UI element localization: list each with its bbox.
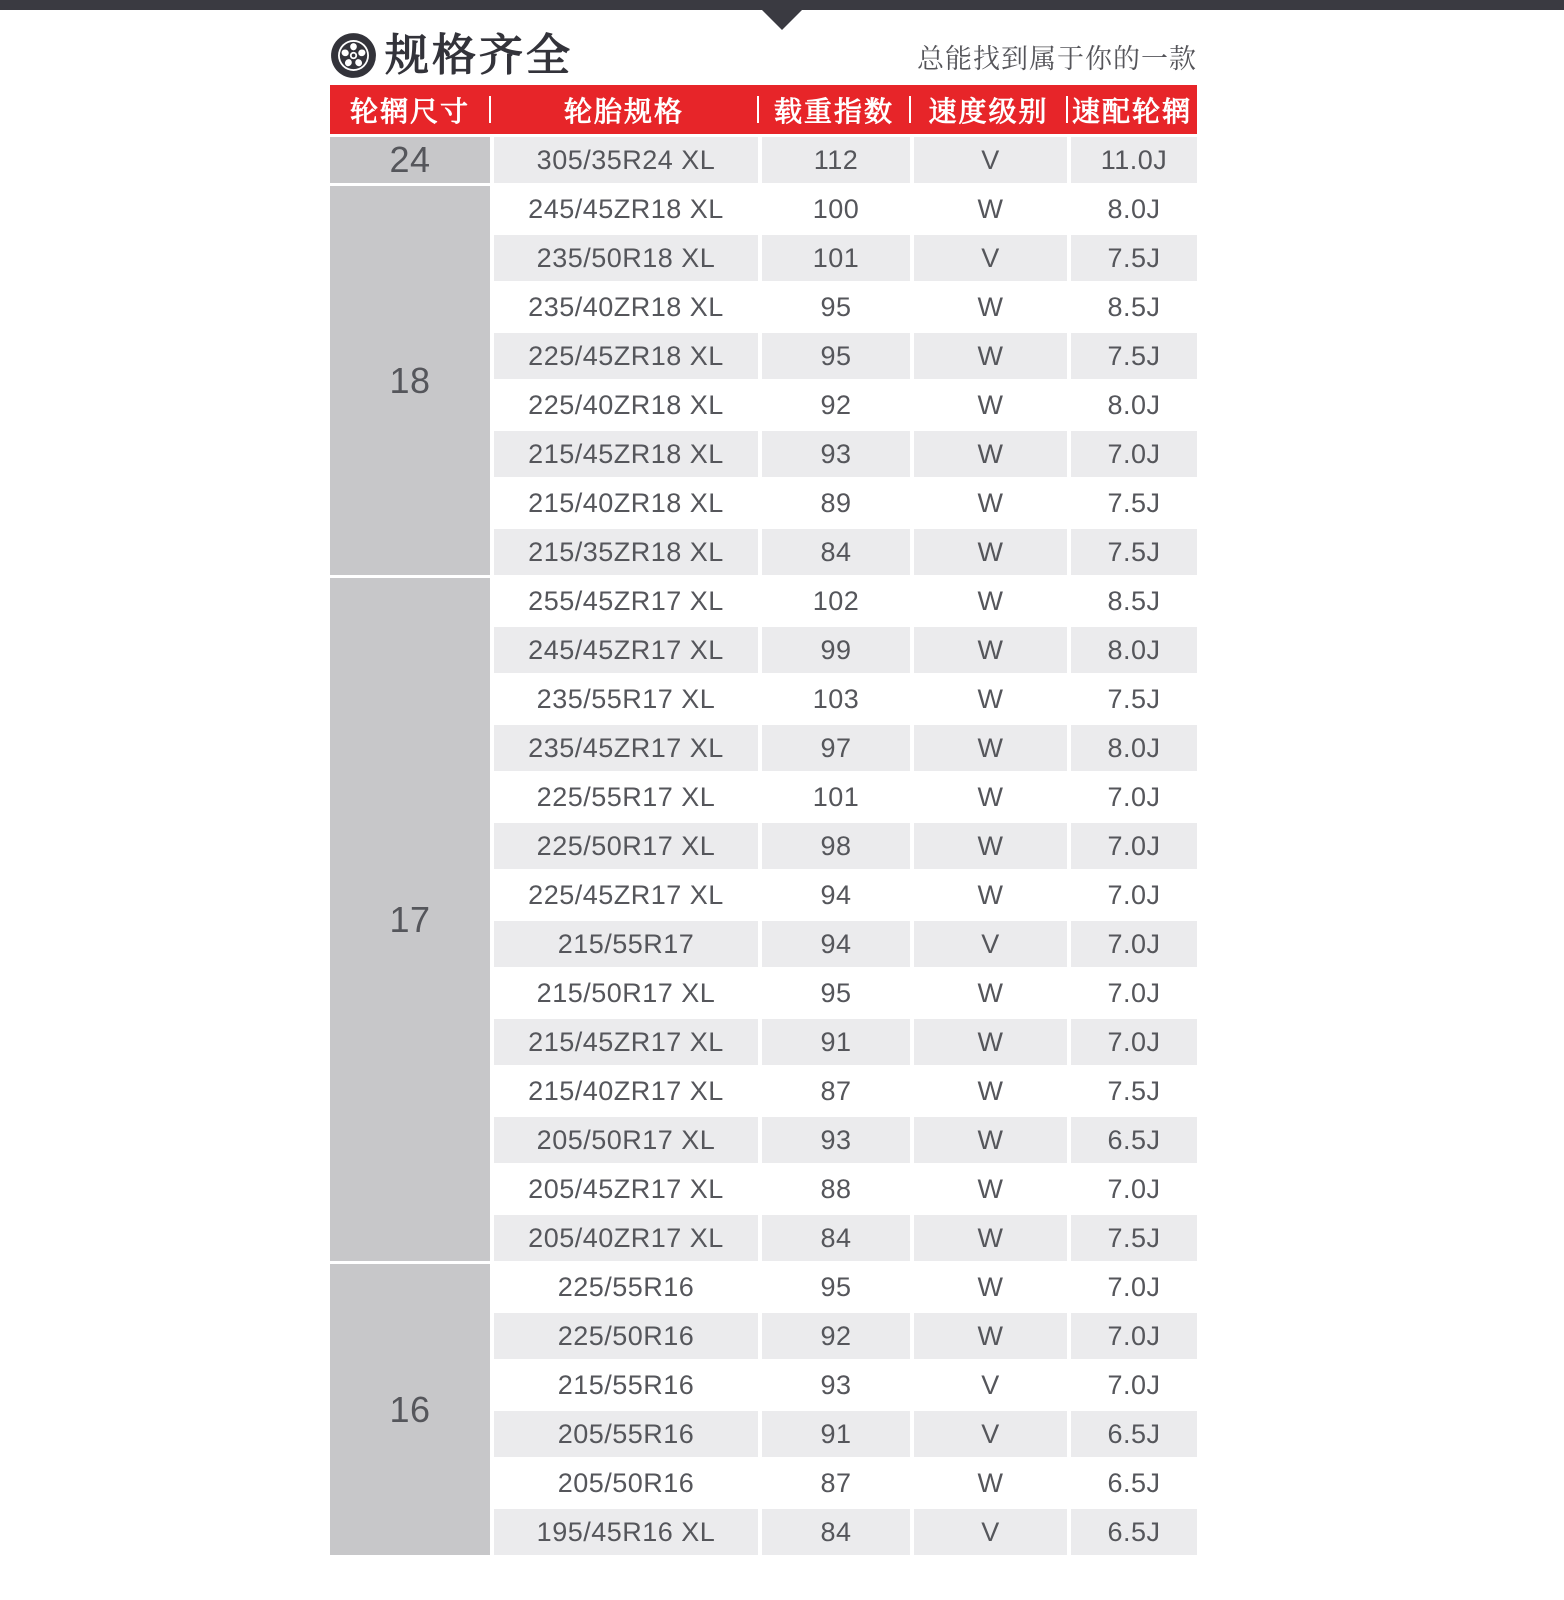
load-index-cell: 93 (758, 1114, 910, 1163)
load-index-cell: 84 (758, 1212, 910, 1261)
speed-rating-cell: W (910, 1457, 1067, 1506)
speed-rating-cell: V (910, 918, 1067, 967)
tire-spec-cell: 215/55R17 (490, 918, 758, 967)
tire-spec-cell: 225/45ZR17 XL (490, 869, 758, 918)
tire-spec-cell: 245/45ZR17 XL (490, 624, 758, 673)
header-rim-size: 轮辋尺寸 (349, 95, 470, 127)
load-index-cell: 84 (758, 1506, 910, 1555)
matched-rim-cell: 7.0J (1067, 771, 1197, 820)
load-index-cell: 95 (758, 967, 910, 1016)
rim-size-cell: 18 (330, 183, 490, 575)
matched-rim-cell: 7.0J (1067, 1359, 1197, 1408)
speed-rating-cell: W (910, 771, 1067, 820)
speed-rating-cell: W (910, 1310, 1067, 1359)
speed-rating-cell: W (910, 1114, 1067, 1163)
speed-rating-cell: W (910, 1261, 1067, 1310)
matched-rim-cell: 7.0J (1067, 869, 1197, 918)
tire-spec-cell: 195/45R16 XL (490, 1506, 758, 1555)
header-tire-spec: 轮胎规格 (490, 85, 758, 134)
tire-spec-cell: 235/55R17 XL (490, 673, 758, 722)
matched-rim-cell: 7.0J (1067, 918, 1197, 967)
tire-spec-cell: 225/45ZR18 XL (490, 330, 758, 379)
load-index-cell: 93 (758, 1359, 910, 1408)
matched-rim-cell: 8.0J (1067, 379, 1197, 428)
top-bar (0, 0, 1564, 10)
matched-rim-cell: 8.5J (1067, 281, 1197, 330)
speed-rating-cell: W (910, 575, 1067, 624)
speed-rating-cell: V (910, 1506, 1067, 1555)
load-index-cell: 94 (758, 918, 910, 967)
speed-rating-cell: W (910, 967, 1067, 1016)
matched-rim-cell: 8.0J (1067, 183, 1197, 232)
speed-rating-cell: W (910, 673, 1067, 722)
speed-rating-cell: V (910, 1359, 1067, 1408)
speed-rating-cell: V (910, 1408, 1067, 1457)
load-index-cell: 100 (758, 183, 910, 232)
matched-rim-cell: 7.0J (1067, 428, 1197, 477)
speed-rating-cell: W (910, 526, 1067, 575)
load-index-cell: 95 (758, 330, 910, 379)
load-index-cell: 99 (758, 624, 910, 673)
page-title: 规格齐全 (385, 30, 573, 80)
table-header (330, 85, 1197, 134)
tire-spec-cell: 245/45ZR18 XL (490, 183, 758, 232)
tire-spec-cell: 215/40ZR18 XL (490, 477, 758, 526)
tire-spec-cell: 205/50R16 (490, 1457, 758, 1506)
load-index-cell: 98 (758, 820, 910, 869)
load-index-cell: 84 (758, 526, 910, 575)
load-index-cell: 92 (758, 379, 910, 428)
matched-rim-cell: 8.0J (1067, 624, 1197, 673)
header-speed-rating: 速度级别 (910, 85, 1067, 134)
matched-rim-cell: 8.5J (1067, 575, 1197, 624)
tire-spec-cell: 215/45ZR18 XL (490, 428, 758, 477)
load-index-cell: 101 (758, 232, 910, 281)
matched-rim-cell: 7.5J (1067, 673, 1197, 722)
speed-rating-cell: W (910, 1016, 1067, 1065)
speed-rating-cell: W (910, 281, 1067, 330)
spec-table-body (330, 134, 1197, 1555)
load-index-cell: 87 (758, 1457, 910, 1506)
matched-rim-cell: 7.5J (1067, 232, 1197, 281)
load-index-cell: 112 (758, 134, 910, 183)
speed-rating-cell: W (910, 428, 1067, 477)
tire-spec-cell: 205/45ZR17 XL (490, 1163, 758, 1212)
load-index-cell: 95 (758, 281, 910, 330)
tire-spec-cell: 235/45ZR17 XL (490, 722, 758, 771)
rim-size-cell: 24 (330, 134, 490, 183)
header-matched-rim: 速配轮辋 (1067, 85, 1197, 134)
matched-rim-cell: 7.0J (1067, 967, 1197, 1016)
load-index-cell: 91 (758, 1408, 910, 1457)
tire-spec-cell: 215/35ZR18 XL (490, 526, 758, 575)
speed-rating-cell: W (910, 1212, 1067, 1261)
tire-spec-cell: 235/40ZR18 XL (490, 281, 758, 330)
load-index-cell: 89 (758, 477, 910, 526)
tire-spec-cell: 215/55R16 (490, 1359, 758, 1408)
speed-rating-cell: W (910, 477, 1067, 526)
load-index-cell: 91 (758, 1016, 910, 1065)
tire-spec-cell: 225/50R16 (490, 1310, 758, 1359)
speed-rating-cell: V (910, 134, 1067, 183)
matched-rim-cell: 7.0J (1067, 1016, 1197, 1065)
tire-wheel-icon (330, 32, 377, 79)
tire-spec-cell: 215/50R17 XL (490, 967, 758, 1016)
rim-size-cell: 17 (330, 575, 490, 1261)
load-index-cell: 101 (758, 771, 910, 820)
matched-rim-cell: 8.0J (1067, 722, 1197, 771)
tire-spec-cell: 305/35R24 XL (490, 134, 758, 183)
speed-rating-cell: W (910, 722, 1067, 771)
load-index-cell: 102 (758, 575, 910, 624)
load-index-cell: 93 (758, 428, 910, 477)
matched-rim-cell: 6.5J (1067, 1408, 1197, 1457)
tire-spec-cell: 225/55R16 (490, 1261, 758, 1310)
load-index-cell: 87 (758, 1065, 910, 1114)
tire-spec-cell: 205/50R17 XL (490, 1114, 758, 1163)
section-title-row (330, 26, 1197, 80)
load-index-cell: 88 (758, 1163, 910, 1212)
matched-rim-cell: 6.5J (1067, 1506, 1197, 1555)
matched-rim-cell: 7.5J (1067, 1065, 1197, 1114)
speed-rating-cell: W (910, 183, 1067, 232)
speed-rating-cell: W (910, 624, 1067, 673)
matched-rim-cell: 7.5J (1067, 477, 1197, 526)
page-subtitle: 总能找到属于你的一款 (917, 44, 1197, 74)
speed-rating-cell: W (910, 379, 1067, 428)
matched-rim-cell: 6.5J (1067, 1457, 1197, 1506)
matched-rim-cell: 7.0J (1067, 1310, 1197, 1359)
rim-size-cell: 16 (330, 1261, 490, 1555)
matched-rim-cell: 7.5J (1067, 526, 1197, 575)
matched-rim-cell: 7.5J (1067, 1212, 1197, 1261)
load-index-cell: 95 (758, 1261, 910, 1310)
load-index-cell: 97 (758, 722, 910, 771)
tire-spec-cell: 225/50R17 XL (490, 820, 758, 869)
tire-spec-cell: 255/45ZR17 XL (490, 575, 758, 624)
load-index-cell: 94 (758, 869, 910, 918)
tire-spec-cell: 225/40ZR18 XL (490, 379, 758, 428)
tire-spec-cell: 225/55R17 XL (490, 771, 758, 820)
header-load-index: 载重指数 (758, 85, 910, 134)
tire-spec-cell: 235/50R18 XL (490, 232, 758, 281)
tire-spec-cell: 205/55R16 (490, 1408, 758, 1457)
matched-rim-cell: 7.0J (1067, 1163, 1197, 1212)
matched-rim-cell: 11.0J (1067, 134, 1197, 183)
load-index-cell: 103 (758, 673, 910, 722)
tire-spec-cell: 205/40ZR17 XL (490, 1212, 758, 1261)
matched-rim-cell: 7.0J (1067, 1261, 1197, 1310)
matched-rim-cell: 7.5J (1067, 330, 1197, 379)
tire-spec-cell: 215/45ZR17 XL (490, 1016, 758, 1065)
speed-rating-cell: W (910, 1065, 1067, 1114)
spec-section (330, 26, 1197, 1555)
tire-spec-cell: 215/40ZR17 XL (490, 1065, 758, 1114)
speed-rating-cell: W (910, 869, 1067, 918)
speed-rating-cell: W (910, 1163, 1067, 1212)
load-index-cell: 92 (758, 1310, 910, 1359)
speed-rating-cell: W (910, 330, 1067, 379)
matched-rim-cell: 6.5J (1067, 1114, 1197, 1163)
speed-rating-cell: W (910, 820, 1067, 869)
speed-rating-cell: V (910, 232, 1067, 281)
matched-rim-cell: 7.0J (1067, 820, 1197, 869)
